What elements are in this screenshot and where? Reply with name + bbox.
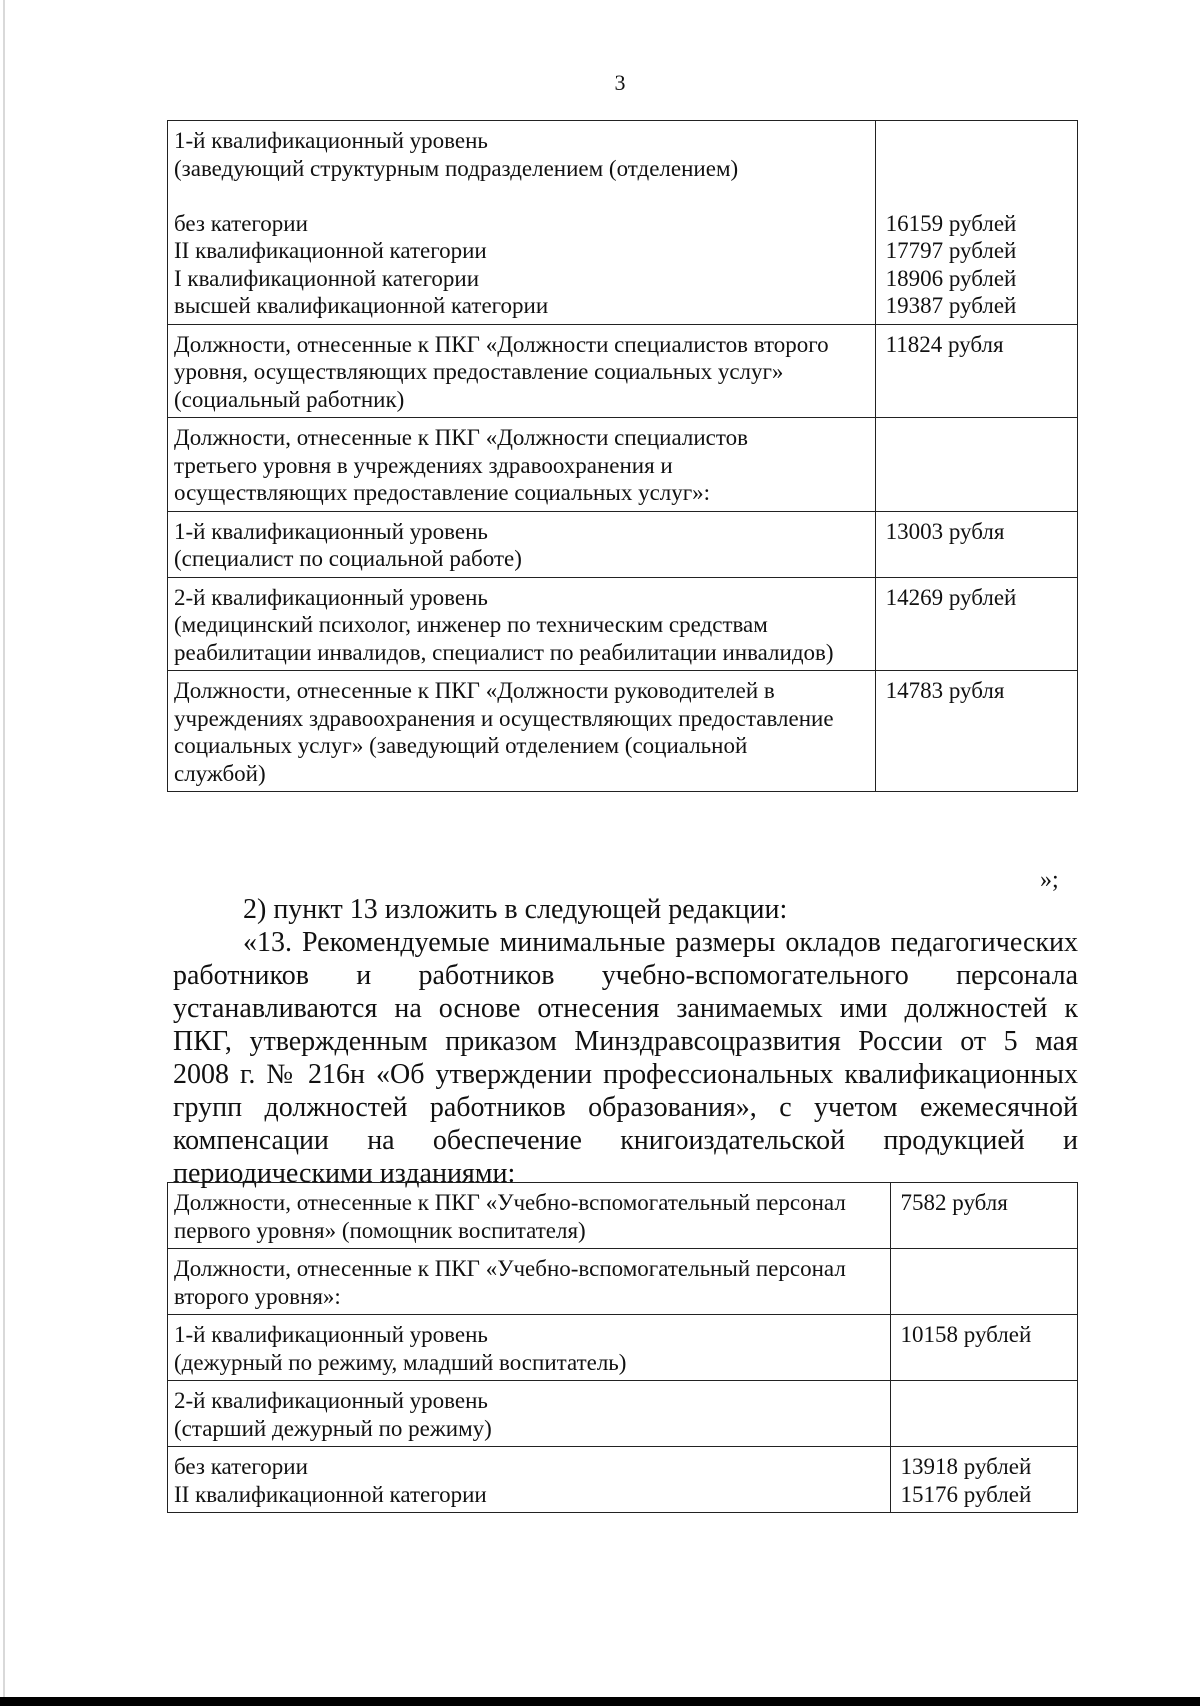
position-description-cell [168, 1183, 891, 1249]
position-description-cell [168, 577, 876, 671]
cell-line: 10158 рублей [900, 1322, 1032, 1347]
paragraph-line: ПКГ, утвержденным приказом Минздравсоцразвития России от 5 мая [173, 1026, 1078, 1057]
cell-line: уровня, осуществляющих предоставление социальных услуг» [174, 359, 784, 384]
cell-line: (социальный работник) [174, 386, 405, 412]
cell-line: без категории [174, 1454, 308, 1479]
salary-value-cell [875, 671, 1077, 792]
position-description-cell [168, 1447, 891, 1513]
salary-table-1 [167, 120, 1078, 792]
salary-value-cell [875, 324, 1077, 418]
position-description-cell [168, 324, 876, 418]
cell-line: 19387 рублей [885, 293, 1017, 318]
cell-line: (старший дежурный по режиму) [174, 1415, 492, 1441]
table-row [168, 1183, 1078, 1249]
cell-line: (специалист по социальной работе) [174, 546, 522, 571]
salary-value-cell [890, 1249, 1078, 1315]
cell-line [174, 182, 869, 210]
position-description-cell [168, 1249, 891, 1315]
cell-line: 13918 рублей [900, 1454, 1032, 1479]
salary-value-cell [890, 1447, 1078, 1513]
cell-line: высшей квалификационной категории [174, 293, 549, 318]
cell-line: 1-й квалификационный уровень [174, 1322, 488, 1347]
cell-line: (медицинский психолог, инженер по техническим средствам [174, 612, 768, 637]
position-description-cell [168, 121, 876, 325]
page-number: 3 [614, 70, 626, 95]
cell-line: I квалификационной категории [174, 265, 480, 291]
paragraph-line: работников и работников учебно-вспомогательного персонала [173, 960, 1078, 991]
cell-line: II квалификационной категории [174, 1481, 487, 1507]
cell-line: (дежурный по режиму, младший воспитатель) [174, 1349, 627, 1375]
closing-quote: »; [1040, 867, 1059, 893]
table-row [168, 324, 1078, 418]
cell-line [886, 155, 1071, 183]
cell-line: без категории [174, 210, 308, 236]
amendment-paragraph: 2) пункт 13 изложить в следующей редакции: [243, 894, 788, 925]
cell-line: 13003 рубля [885, 518, 1005, 544]
cell-line: реабилитации инвалидов, специалист по реабилитации инвалидов) [174, 639, 834, 665]
cell-line: 16159 рублей [885, 210, 1017, 236]
salary-value-cell [890, 1183, 1078, 1249]
cell-line: 14783 рубля [885, 678, 1005, 703]
table-row [168, 1381, 1078, 1447]
table-row [168, 671, 1078, 792]
table-row [168, 121, 1078, 325]
paragraph-line: 2008 г. № 216н «Об утверждении профессиональных квалификационных [173, 1059, 1078, 1090]
position-description-cell [168, 1315, 891, 1381]
paragraph-line: «13. Рекомендуемые минимальные размеры окладов педагогических [243, 927, 1078, 958]
salary-value-cell [875, 577, 1077, 671]
cell-line: Должности, отнесенные к ПКГ «Должности специалистов второго [174, 331, 829, 357]
cell-line: учреждениях здравоохранения и осуществляющих предоставление [174, 705, 834, 731]
paragraph-line: групп должностей работников образования», с учетом ежемесячной [173, 1092, 1078, 1123]
position-description-cell [168, 511, 876, 577]
cell-line: Должности, отнесенные к ПКГ «Должности специалистов [174, 425, 749, 450]
cell-line: третьего уровня в учреждениях здравоохранения и [174, 452, 673, 478]
paragraph-line: устанавливаются на основе отнесения занимаемых ими должностей к [173, 993, 1078, 1024]
clause-13-paragraph [173, 926, 1078, 1190]
cell-line: 14269 рублей [885, 584, 1017, 610]
table-row [168, 1315, 1078, 1381]
cell-line: первого уровня» (помощник воспитателя) [174, 1217, 586, 1243]
cell-line: службой) [174, 760, 266, 786]
cell-line: 18906 рублей [885, 265, 1017, 291]
cell-line: 2-й квалификационный уровень [174, 584, 488, 610]
table-row [168, 577, 1078, 671]
cell-line: 1-й квалификационный уровень [174, 518, 488, 544]
paragraph-line: компенсации на обеспечение книгоиздательской продукцией и [173, 1125, 1078, 1156]
cell-line: 17797 рублей [885, 238, 1017, 263]
table-row [168, 418, 1078, 512]
cell-line: 15176 рублей [900, 1481, 1032, 1507]
cell-line: Должности, отнесенные к ПКГ «Должности руководителей в [174, 678, 775, 703]
cell-line [886, 182, 1071, 210]
salary-value-cell [875, 511, 1077, 577]
salary-value-cell [875, 418, 1077, 512]
table-row [168, 1447, 1078, 1513]
scan-bottom-border [0, 1697, 1200, 1706]
cell-line: социальных услуг» (заведующий отделением (социальной [174, 733, 748, 758]
paragraph-line: периодическими изданиями: [173, 1158, 516, 1189]
cell-line: 2-й квалификационный уровень [174, 1388, 488, 1413]
cell-line: 1-й квалификационный уровень [174, 128, 488, 153]
cell-line: (заведующий структурным подразделением (отделением) [174, 155, 739, 181]
salary-table-2 [167, 1182, 1078, 1513]
salary-value-cell [890, 1315, 1078, 1381]
cell-line: второго уровня»: [174, 1283, 341, 1309]
cell-line [886, 127, 1071, 155]
table-row [168, 1249, 1078, 1315]
salary-value-cell [890, 1381, 1078, 1447]
position-description-cell [168, 1381, 891, 1447]
position-description-cell [168, 671, 876, 792]
cell-line: II квалификационной категории [174, 238, 487, 263]
cell-line: Должности, отнесенные к ПКГ «Учебно-вспомогательный персонал [174, 1256, 846, 1281]
table-row [168, 511, 1078, 577]
cell-line: Должности, отнесенные к ПКГ «Учебно-вспомогательный персонал [174, 1190, 846, 1215]
salary-value-cell [875, 121, 1077, 325]
cell-line: 7582 рубля [900, 1190, 1008, 1215]
cell-line: осуществляющих предоставление социальных услуг»: [174, 480, 711, 505]
cell-line: 11824 рубля [885, 331, 1004, 357]
scan-left-edge [3, 0, 5, 1706]
position-description-cell [168, 418, 876, 512]
